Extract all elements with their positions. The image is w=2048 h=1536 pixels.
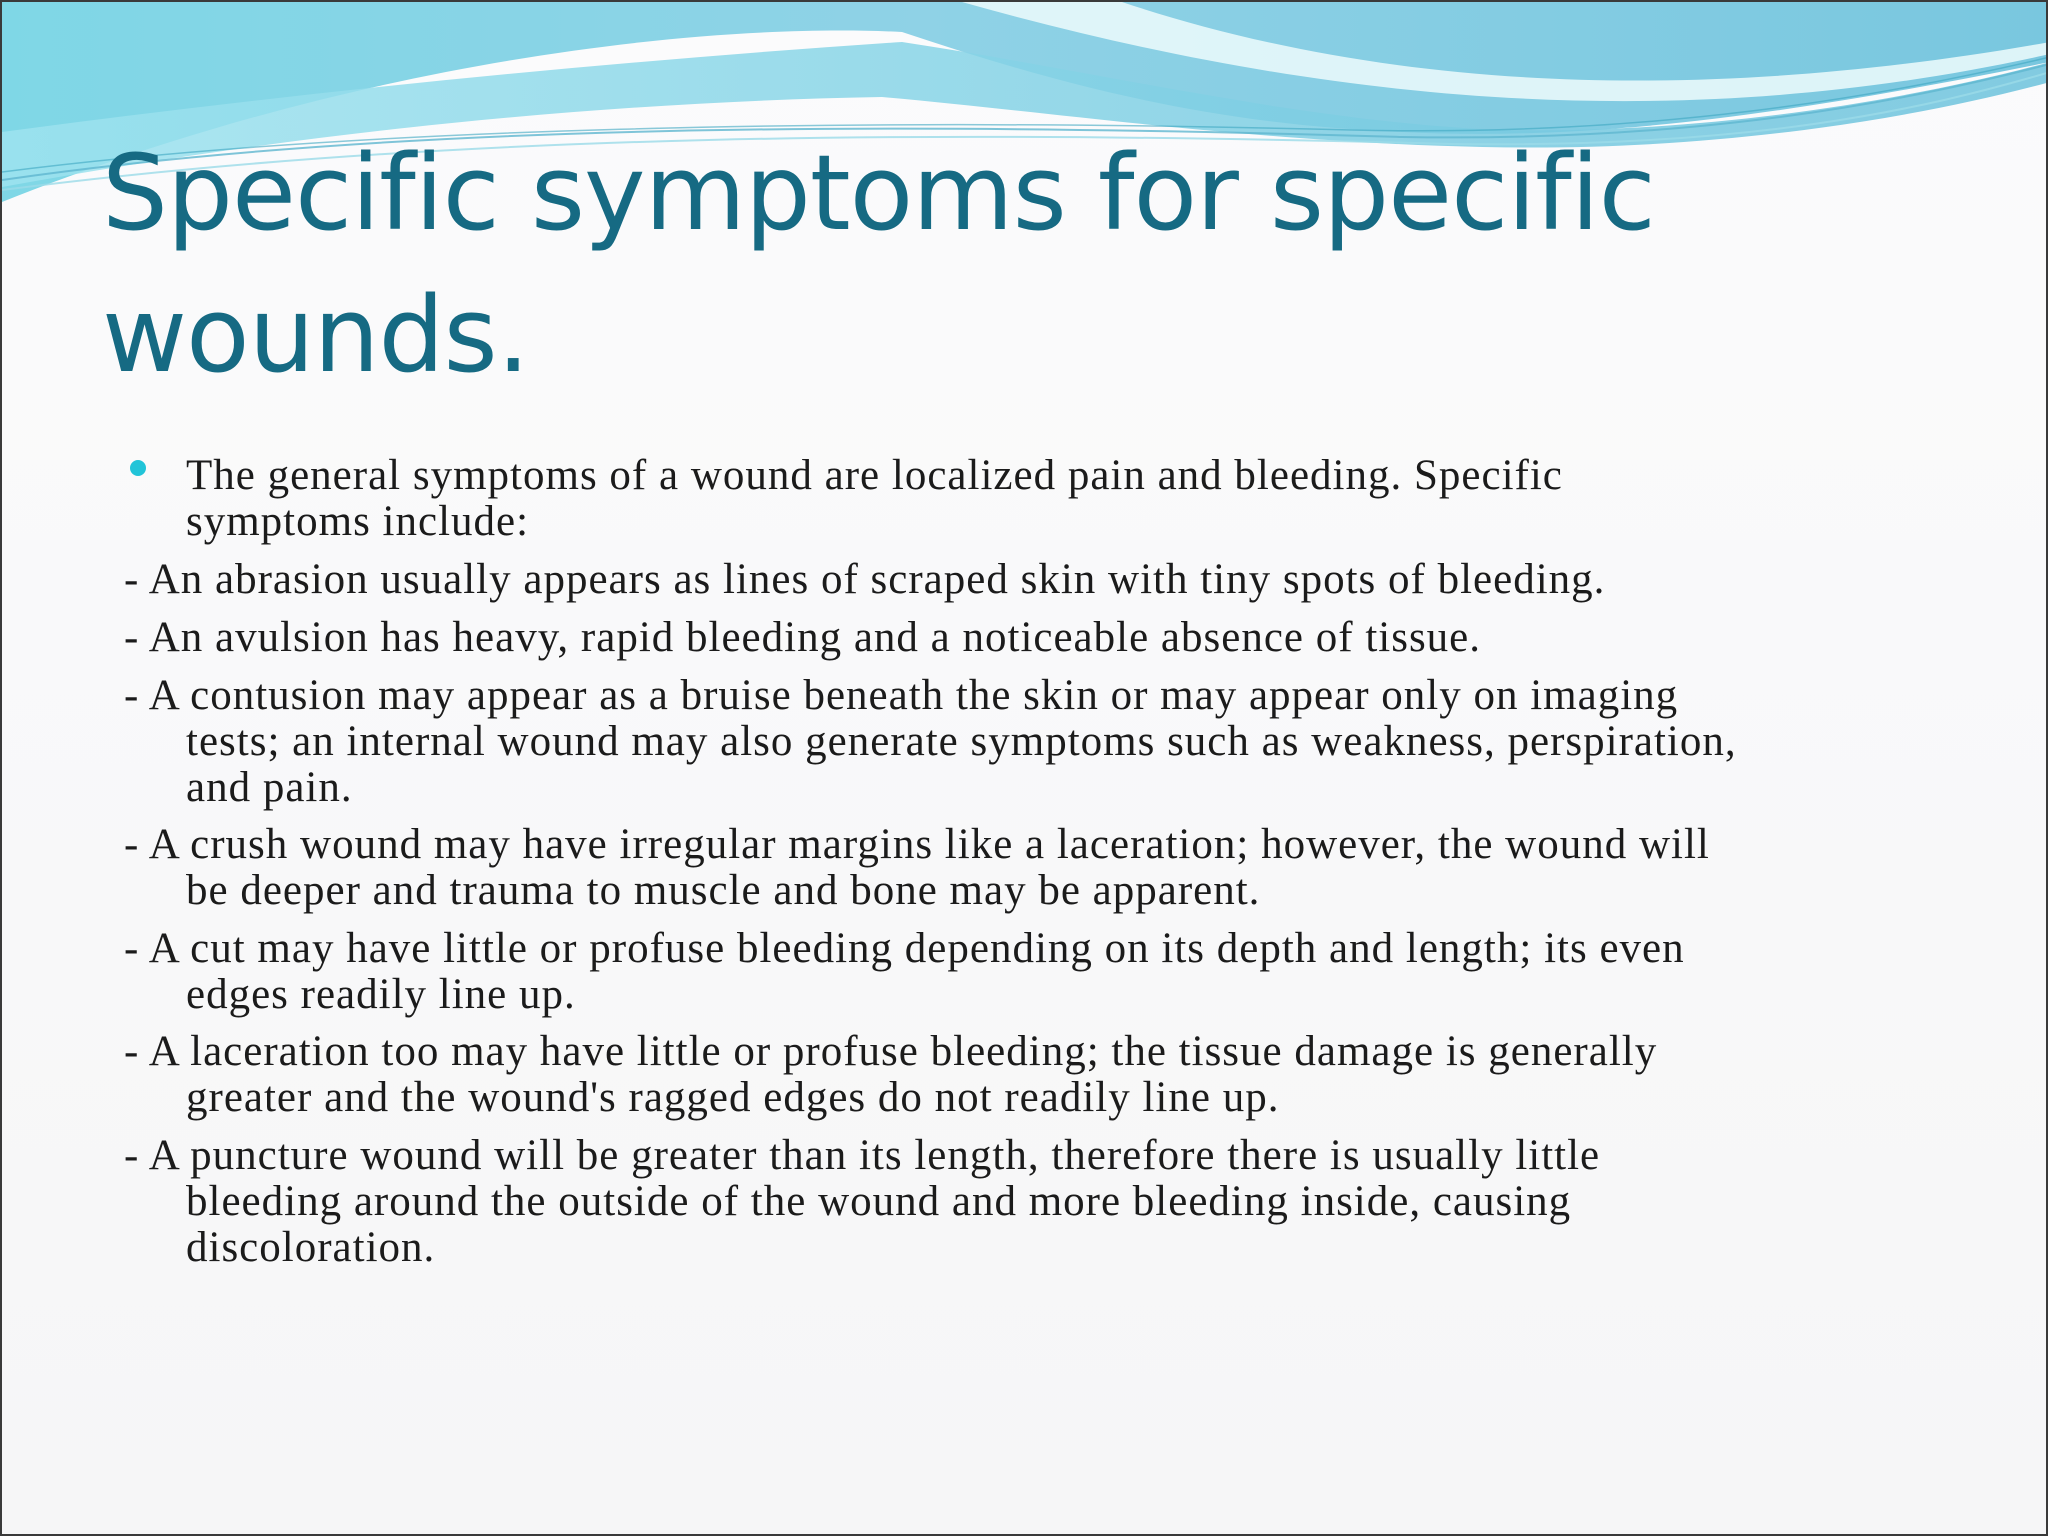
- cut-line-1: - A cut may have little or profuse bleeding depending on its depth and length; its even: [124, 925, 1685, 972]
- contusion-line-3: and pain.: [186, 764, 353, 811]
- contusion-line-1: - A contusion may appear as a bruise beneath the skin or may appear only on imaging: [124, 672, 1679, 719]
- crush-line-1: - A crush wound may have irregular margins like a laceration; however, the wound will: [124, 821, 1710, 868]
- puncture-line-2: bleeding around the outside of the wound and more bleeding inside, causing: [186, 1178, 1572, 1225]
- puncture-line-3: discoloration.: [186, 1224, 436, 1271]
- slide-body: [2, 2, 2048, 1536]
- slide-title-line-2: wounds.: [102, 274, 529, 396]
- avulsion-line-1: - An avulsion has heavy, rapid bleeding and a noticeable absence of tissue.: [124, 614, 1482, 661]
- intro-line-2: symptoms include:: [186, 498, 530, 545]
- intro-line-1: The general symptoms of a wound are localized pain and bleeding. Specific: [186, 452, 1563, 499]
- laceration-line-1: - A laceration too may have little or profuse bleeding; the tissue damage is generally: [124, 1028, 1658, 1075]
- filled-circle-icon: [130, 460, 146, 476]
- puncture-line-1: - A puncture wound will be greater than its length, therefore there is usually little: [124, 1132, 1601, 1179]
- abrasion-line-1: - An abrasion usually appears as lines of scraped skin with tiny spots of bleeding.: [124, 556, 1606, 603]
- cut-line-2: edges readily line up.: [186, 971, 576, 1018]
- contusion-line-2: tests; an internal wound may also generate symptoms such as weakness, perspiration,: [186, 718, 1737, 765]
- laceration-line-2: greater and the wound's ragged edges do not readily line up.: [186, 1074, 1280, 1121]
- slide-title-line-1: Specific symptoms for specific: [102, 132, 1655, 254]
- crush-line-2: be deeper and trauma to muscle and bone may be apparent.: [186, 867, 1261, 914]
